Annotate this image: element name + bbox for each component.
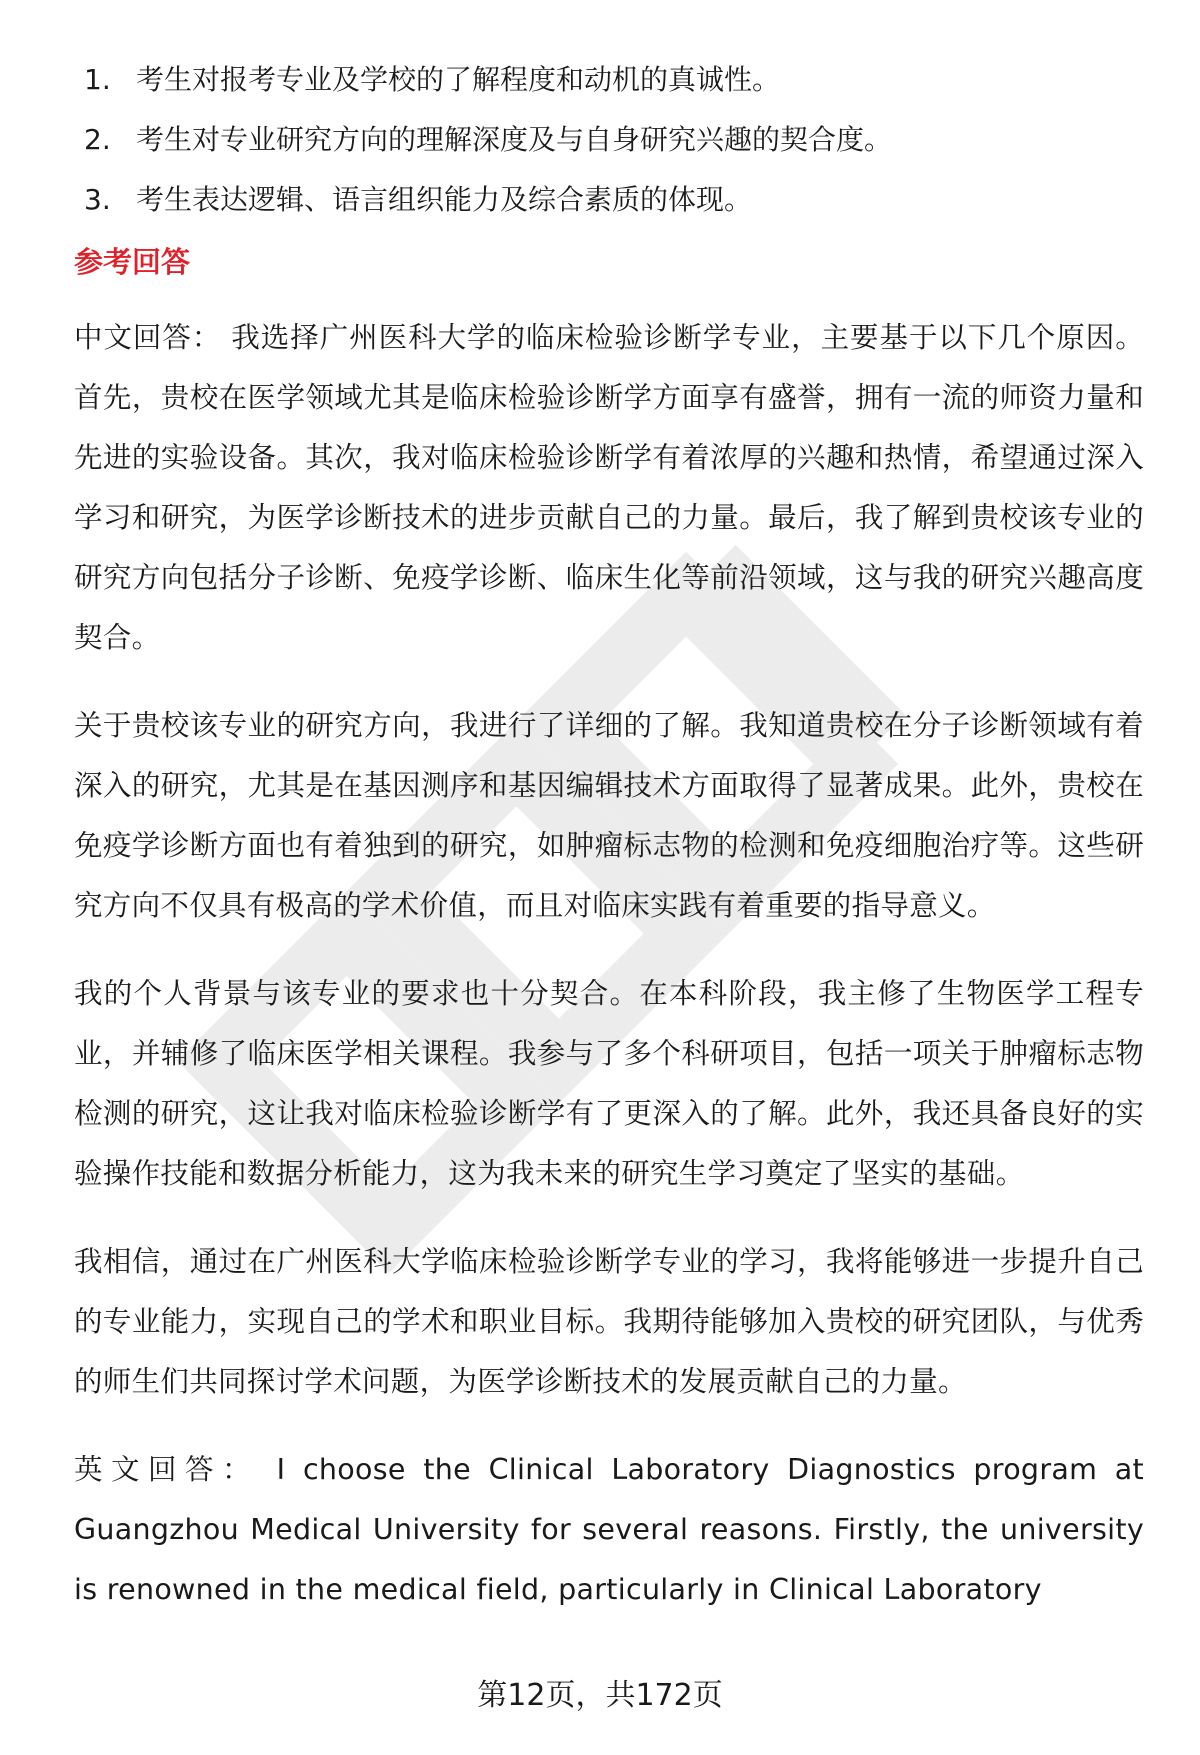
list-item-number: 3. [84,183,111,216]
personal-background-paragraph: 我的个人背景与该专业的要求也十分契合。在本科阶段，我主修了生物医学工程专业，并辅修了临床医学相关课程。我参与了多个科研项目，包括一项关于肿瘤标志物检测的研究，这让我对临床检验诊断学有了更深入的了解。此外，我还具备良好的实验操作技能和数据分析能力，这为我未来的研究生学习奠定了坚实的基础。 [74,977,1144,1190]
list-item-text: 考生对专业研究方向的理解深度及与自身研究兴趣的契合度。 [136,123,893,156]
list-item [74,120,1144,160]
list-item [74,60,1144,100]
conclusion-paragraph: 我相信，通过在广州医科大学临床检验诊断学专业的学习，我将能够进一步提升自己的专业能力，实现自己的学术和职业目标。我期待能够加入贵校的研究团队，与优秀的师生们共同探讨学术问题，为医学诊断技术的发展贡献自己的力量。 [74,1245,1144,1398]
page-number-footer: 第12页，共172页 [477,1678,723,1713]
list-item-number: 1. [84,63,111,96]
list-item-text: 考生对报考专业及学校的了解程度和动机的真诚性。 [136,63,781,96]
reference-answer-heading: 参考回答 [74,245,191,279]
list-item [74,180,1144,220]
english-answer-paragraph: 英文回答： I choose the Clinical Laboratory Diagnostics program at Guangzhou Medical University for several reasons. Firstly, the university is renowned in the medical field, particularly in Clinical Laboratory [74,1453,1144,1606]
research-direction-paragraph: 关于贵校该专业的研究方向，我进行了详细的了解。我知道贵校在分子诊断领域有着深入的研究，尤其是在基因测序和基因编辑技术方面取得了显著成果。此外，贵校在免疫学诊断方面也有着独到的研究，如肿瘤标志物的检测和免疫细胞治疗等。这些研究方向不仅具有极高的学术价值，而且对临床实践有着重要的指导意义。 [74,709,1144,922]
list-item-text: 考生表达逻辑、语言组织能力及综合素质的体现。 [136,183,753,216]
evaluation-criteria-list [74,60,1144,220]
list-item-number: 2. [84,123,111,156]
document-content [74,60,1144,1648]
chinese-answer-paragraph: 中文回答： 我选择广州医科大学的临床检验诊断学专业，主要基于以下几个原因。首先，贵校在医学领域尤其是临床检验诊断学方面享有盛誉，拥有一流的师资力量和先进的实验设备。其次，我对临床检验诊断学有着浓厚的兴趣和热情，希望通过深入学习和研究，为医学诊断技术的进步贡献自己的力量。最后，我了解到贵校该专业的研究方向包括分子诊断、免疫学诊断、临床生化等前沿领域，这与我的研究兴趣高度契合。 [74,321,1144,654]
